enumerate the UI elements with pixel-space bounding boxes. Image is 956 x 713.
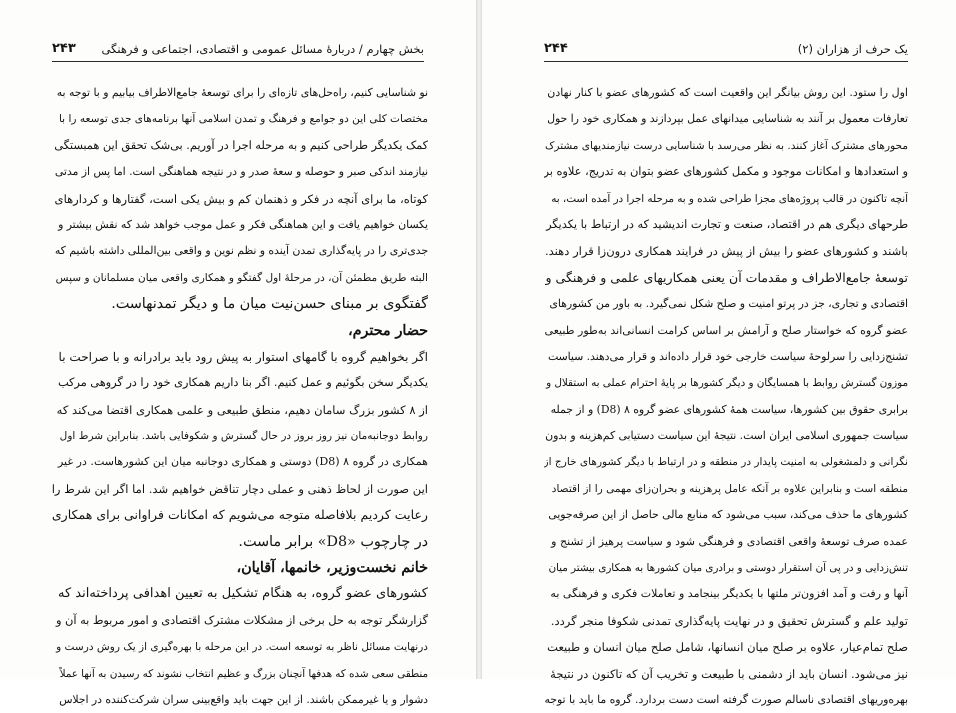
text-line: برابری حقوق بین کشورها، سیاست همهٔ کشورهای عضو گروه ۸ (D8) و از جمله — [550, 402, 908, 416]
text-line: منطقه است و بنابراین علاوه بر آنکه عامل پرهزینه و بحران‌زای مهمی را از اقتصاد — [551, 482, 908, 495]
text-line: محورهای مشترک آغاز کنند. به نظر می‌رسد با شناسایی درست نیازمندیهای مشترک — [544, 139, 908, 152]
text-line: البته طریق مطمئن آن، در مرحلهٔ اول گفتگو و همکاری واقعی میان مسلمانان و سپس — [55, 271, 428, 284]
text-line: و استعدادها و امکانات موجود و مکمل کشورهای عضو بتوان به تدریج، علاوه بر — [544, 165, 908, 179]
text-line: بهره‌وریهای اقتصادی ناسالم صورت گرفته است دست بردارد. گروه ما باید با توجه — [544, 692, 908, 706]
text-line: کشورهای ما حذف می‌کند، سبب می‌شود که منابع مالی حاصل از این صرفه‌جویی — [548, 508, 908, 522]
text-line: این صورت از لحاظ ذهنی و عملی دچار تناقض خواهیم شد. اما اگر این شرط را — [52, 481, 428, 496]
left-page-header — [52, 40, 424, 62]
right-page-header — [544, 40, 908, 62]
right-running-head: یک حرف از هزاران (۲) — [797, 42, 908, 56]
text-line: منطقی سعی شده که هدفها آنچنان بزرگ و عظیم انتخاب نشوند که رسیدن به آنها عملاً — [59, 667, 428, 680]
text-line: دشوار و یا غیرممکن باشند. از این جهت باید واقع‌بینی سران شرکت‌کننده در اجلاس — [59, 692, 428, 706]
text-line: توسعهٔ جامع‌الاطراف و مقدمات آن یعنی همکاریهای علمی و فرهنگی و — [545, 269, 908, 285]
text-line: عضو گروه که خواستار صلح و آرامش بر اساس کرامت انسانی‌اند به‌طور طبیعی — [544, 323, 908, 337]
right-page — [482, 0, 956, 706]
left-page-number: ۲۴۳ — [52, 41, 76, 56]
right-header-rule — [544, 61, 908, 62]
text-line: کوتاه، ما برای آنچه در فکر و ذهنمان کم و بیش یکی است، گفتارها و کردارهای — [54, 191, 428, 206]
text-line: اقتصادی و تجاری، جز در پرتو امنیت و صلح شکل نمی‌گیرد. به باور من کشورهای — [549, 297, 908, 311]
text-line: یکسان خواهیم یافت و این هماهنگی فکر و عمل موجب خواهد شد که نقش بیشتر و — [58, 217, 428, 231]
text-line: عمده صرف توسعهٔ واقعی اقتصادی و فرهنگی شود و سیاست پرهیز از تشنج و — [551, 534, 908, 548]
text-line: خانم نخست‌وزیر، خانمها، آقایان، — [236, 560, 428, 577]
text-line: اول را ستود. این روش بیانگر این واقعیت است که کشورهای عضو با کنار نهادن — [547, 86, 908, 99]
left-page — [0, 0, 476, 706]
text-line: جدی‌تری را در پایه‌گذاری تمدن آینده و نظم نوین و واقعی بین‌المللی داشته باشیم که — [54, 244, 428, 258]
text-line: رعایت کردیم بلافاصله متوجه می‌شویم که امکانات فراوانی برای همکاری — [52, 507, 428, 523]
text-line: موزون گسترش روابط با همسایگان و دیگر کشورها بر پایهٔ احترام عملی به استقلال و — [546, 377, 908, 390]
text-line: نیز می‌شود. انسان باید از دشمنی با طبیعت و تخریب آن که تاکنون در نتیجهٔ — [550, 666, 908, 681]
text-line: تعارفات معمول بر آنند به شناسایی میدانهای عمل بپردازند و همکاری خود را حول — [547, 112, 908, 126]
text-line: کشورهای عضو گروه، به هنگام تشکیل به تعیین اهدافی پرداخته‌اند که — [57, 586, 428, 602]
text-line: باشند و کشورهای عضو را بیش از پیش در فرایند همکاری درون‌زا قرار دهند. — [544, 244, 908, 259]
text-line: طرحهای دیگری هم در اقتصاد، صنعت و تجارت اندیشید که در ارتباط با یکدیگر — [546, 217, 908, 231]
text-line: گفتگوی بر مبنای حسن‌نیت میان ما و دیگر تمدنهاست. — [111, 296, 428, 313]
text-line: سیاست جمهوری اسلامی ایران است. نتیجهٔ این سیاست دستیابی کم‌هزینه و بدون — [545, 429, 908, 443]
text-line: همکاری در گروه ۸ (D8) دوستی و همکاری دوجانبه میان این کشورهاست. در غیر — [57, 455, 428, 469]
text-line: نگرانی و دلمشغولی به امنیت پایدار در منطقه و در ارتباط با دیگر کشورهای خارج از — [544, 456, 908, 469]
text-line: تشنج‌زدایی را سرلوحهٔ سیاست خارجی خود قرار داده‌اند و قرار می‌دهند. سیاست — [547, 349, 908, 363]
text-line: درنهایت مسائل ناظر به توسعه است. در این مرحله با بهره‌گیری از یک روش درست و — [56, 641, 428, 654]
right-page-body — [544, 80, 908, 713]
text-line: اگر بخواهیم گروه با گامهای استوار به پیش رود باید برادرانه و با صراحت با — [58, 349, 428, 364]
text-line: صلح تمام‌عیار، علاوه بر صلح میان انسانها، شامل صلح میان انسان و طبیعت — [547, 640, 908, 655]
text-line: نیازمند اندکی صبر و حوصله و سعهٔ صدر و در نتیجه هماهنگی است. اما پس از مدتی — [54, 165, 428, 179]
right-page-number: ۲۴۴ — [544, 41, 568, 56]
text-line: تنش‌زدایی و در پی آن استقرار دوستی و برادری میان کشورها به همکاری بیشتر میان — [548, 562, 908, 575]
left-header-rule — [52, 61, 424, 62]
text-line: آنچه تاکنون در قالب پروژه‌های مجزا طراحی شده و به مرحله اجرا در آمده است، به — [551, 192, 908, 205]
text-line: یکدیگر سخن بگوئیم و عمل کنیم. اگر بنا داریم همکاری خود را در گروهی مرکب — [57, 376, 428, 390]
text-line: در چارچوب «D8» برابر ماست. — [238, 533, 428, 550]
text-line: حضار محترم، — [347, 322, 428, 339]
text-line: نو شناسایی کنیم، راه‌حل‌های تازه‌ای را برای توسعهٔ جامع‌الاطراف بیابیم و با توجه به — [56, 86, 428, 99]
left-running-head: بخش چهارم / دربارهٔ مسائل عمومی و اقتصادی، اجتماعی و فرهنگی — [101, 42, 424, 56]
left-page-body — [52, 80, 428, 713]
text-line: کمک یکدیگر طراحی کنیم و به مرحله اجرا در آوریم. بی‌شک تحقق این همبستگی — [54, 138, 428, 152]
text-line: آنها و رفت و آمد افزون‌تر ملتها با یکدیگر بینجامد و تعاملات فکری و فرهنگی به — [550, 587, 908, 601]
text-line: گزارشگر توجه به حل برخی از مشکلات مشترک اقتصادی و امور مربوط به آن و — [56, 613, 428, 627]
text-line: مختصات کلی این دو جوامع و فرهنگ و تمدن اسلامی آنها برنامه‌های جدی توسعه را با — [58, 113, 428, 126]
text-line: از ۸ کشور بزرگ سامان دهیم، منطق طبیعی و علمی همکاری اقتضا می‌کند که — [56, 402, 428, 417]
text-line: روابط دوجانبه‌مان نیز روز بروز در حال گسترش و شکوفایی باشد. بنابراین شرط اول — [59, 430, 428, 443]
text-line: تولید علم و گسترش تحقیق و در نهایت پایه‌گذاری تمدنی شکوفا منجر گردد. — [550, 613, 908, 628]
